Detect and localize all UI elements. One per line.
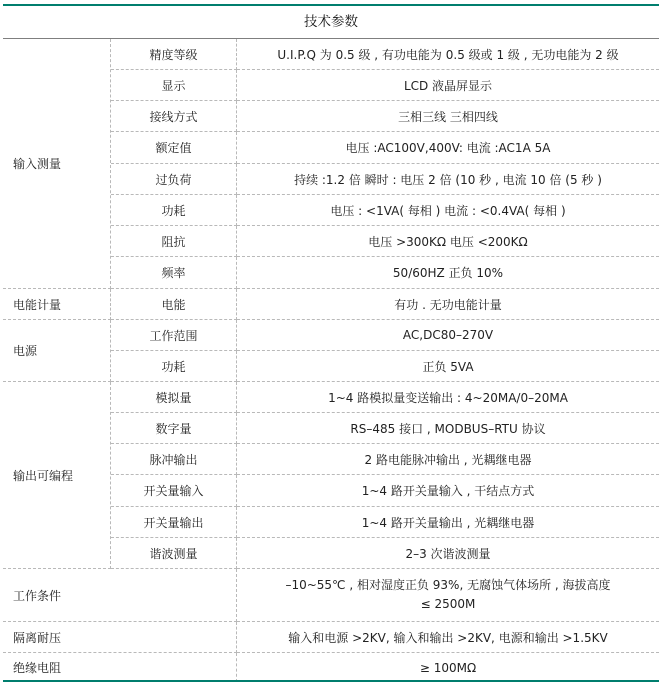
spec-table [3,4,659,682]
row-value: 电压 >300KΩ 电压 <200KΩ [237,226,659,257]
row-label: 精度等级 [111,39,237,70]
row-label: 功耗 [111,351,237,382]
row-label: 电能 [111,289,237,320]
group-energy-metering: 电能计量 [3,289,111,320]
group-working-conditions: 工作条件 [3,569,237,622]
row-label: 数字量 [111,413,237,444]
insulation-value: ≥ 100MΩ [419,660,477,675]
working-conditions-value [237,569,659,622]
row-label: 阻抗 [111,226,237,257]
group-isolation-withstand: 隔离耐压 [3,622,237,653]
table-bottom-border [3,680,659,682]
group-insulation-resistance: 绝缘电阻 [3,653,237,682]
row-label: 过负荷 [111,164,237,195]
row-value: 50/60HZ 正负 10% [237,257,659,289]
row-value: 有功 . 无功电能计量 [237,289,659,320]
row-value: 三相三线 三相四线 [237,101,659,132]
row-value: 1~4 路模拟量变送输出 : 4~20MA/0–20MA [237,382,659,413]
row-label: 频率 [111,257,237,289]
row-label: 谐波测量 [111,538,237,569]
row-value: U.I.P.Q 为 0.5 级 , 有功电能为 0.5 级或 1 级 , 无功电能为 2 级 [237,39,659,70]
row-value: RS–485 接口 , MODBUS–RTU 协议 [237,413,659,444]
row-value: 1~4 路开关量输出 , 光耦继电器 [237,507,659,538]
group-power-supply: 电源 [3,320,111,382]
isolation-value: 输入和电源 >2KV, 输入和输出 >2KV, 电源和输出 >1.5KV [237,622,659,653]
row-label: 功耗 [111,195,237,226]
group-input-measurement: 输入测量 [3,39,111,289]
row-value: 2–3 次谐波测量 [237,538,659,569]
row-value: 2 路电能脉冲输出 , 光耦继电器 [237,444,659,475]
working-conditions-line-2: ≤ 2500M [420,597,476,611]
group-programmable-output: 输出可编程 [3,382,111,569]
row-label: 额定值 [111,132,237,164]
row-label: 模拟量 [111,382,237,413]
row-label: 显示 [111,70,237,101]
row-value: LCD 液晶屏显示 [237,70,659,101]
row-label: 工作范围 [111,320,237,351]
row-value: 电压 : <1VA( 每相 ) 电流 : <0.4VA( 每相 ) [237,195,659,226]
row-label: 脉冲输出 [111,444,237,475]
row-value: 1~4 路开关量输入 , 干结点方式 [237,475,659,507]
row-value: AC,DC80–270V [237,320,659,351]
table-title: 技术参数 [304,14,358,30]
row-label: 接线方式 [111,101,237,132]
row-label: 开关量输出 [111,507,237,538]
row-value: 持续 :1.2 倍 瞬时 : 电压 2 倍 (10 秒 , 电流 10 倍 (5 秒 ) [237,164,659,195]
working-conditions-line-1: –10~55℃ , 相对湿度正负 93%, 无腐蚀气体场所 , 海拔高度 [285,578,611,592]
row-label: 开关量输入 [111,475,237,507]
row-value: 正负 5VA [237,351,659,382]
row-value: 电压 :AC100V,400V: 电流 :AC1A 5A [237,132,659,164]
